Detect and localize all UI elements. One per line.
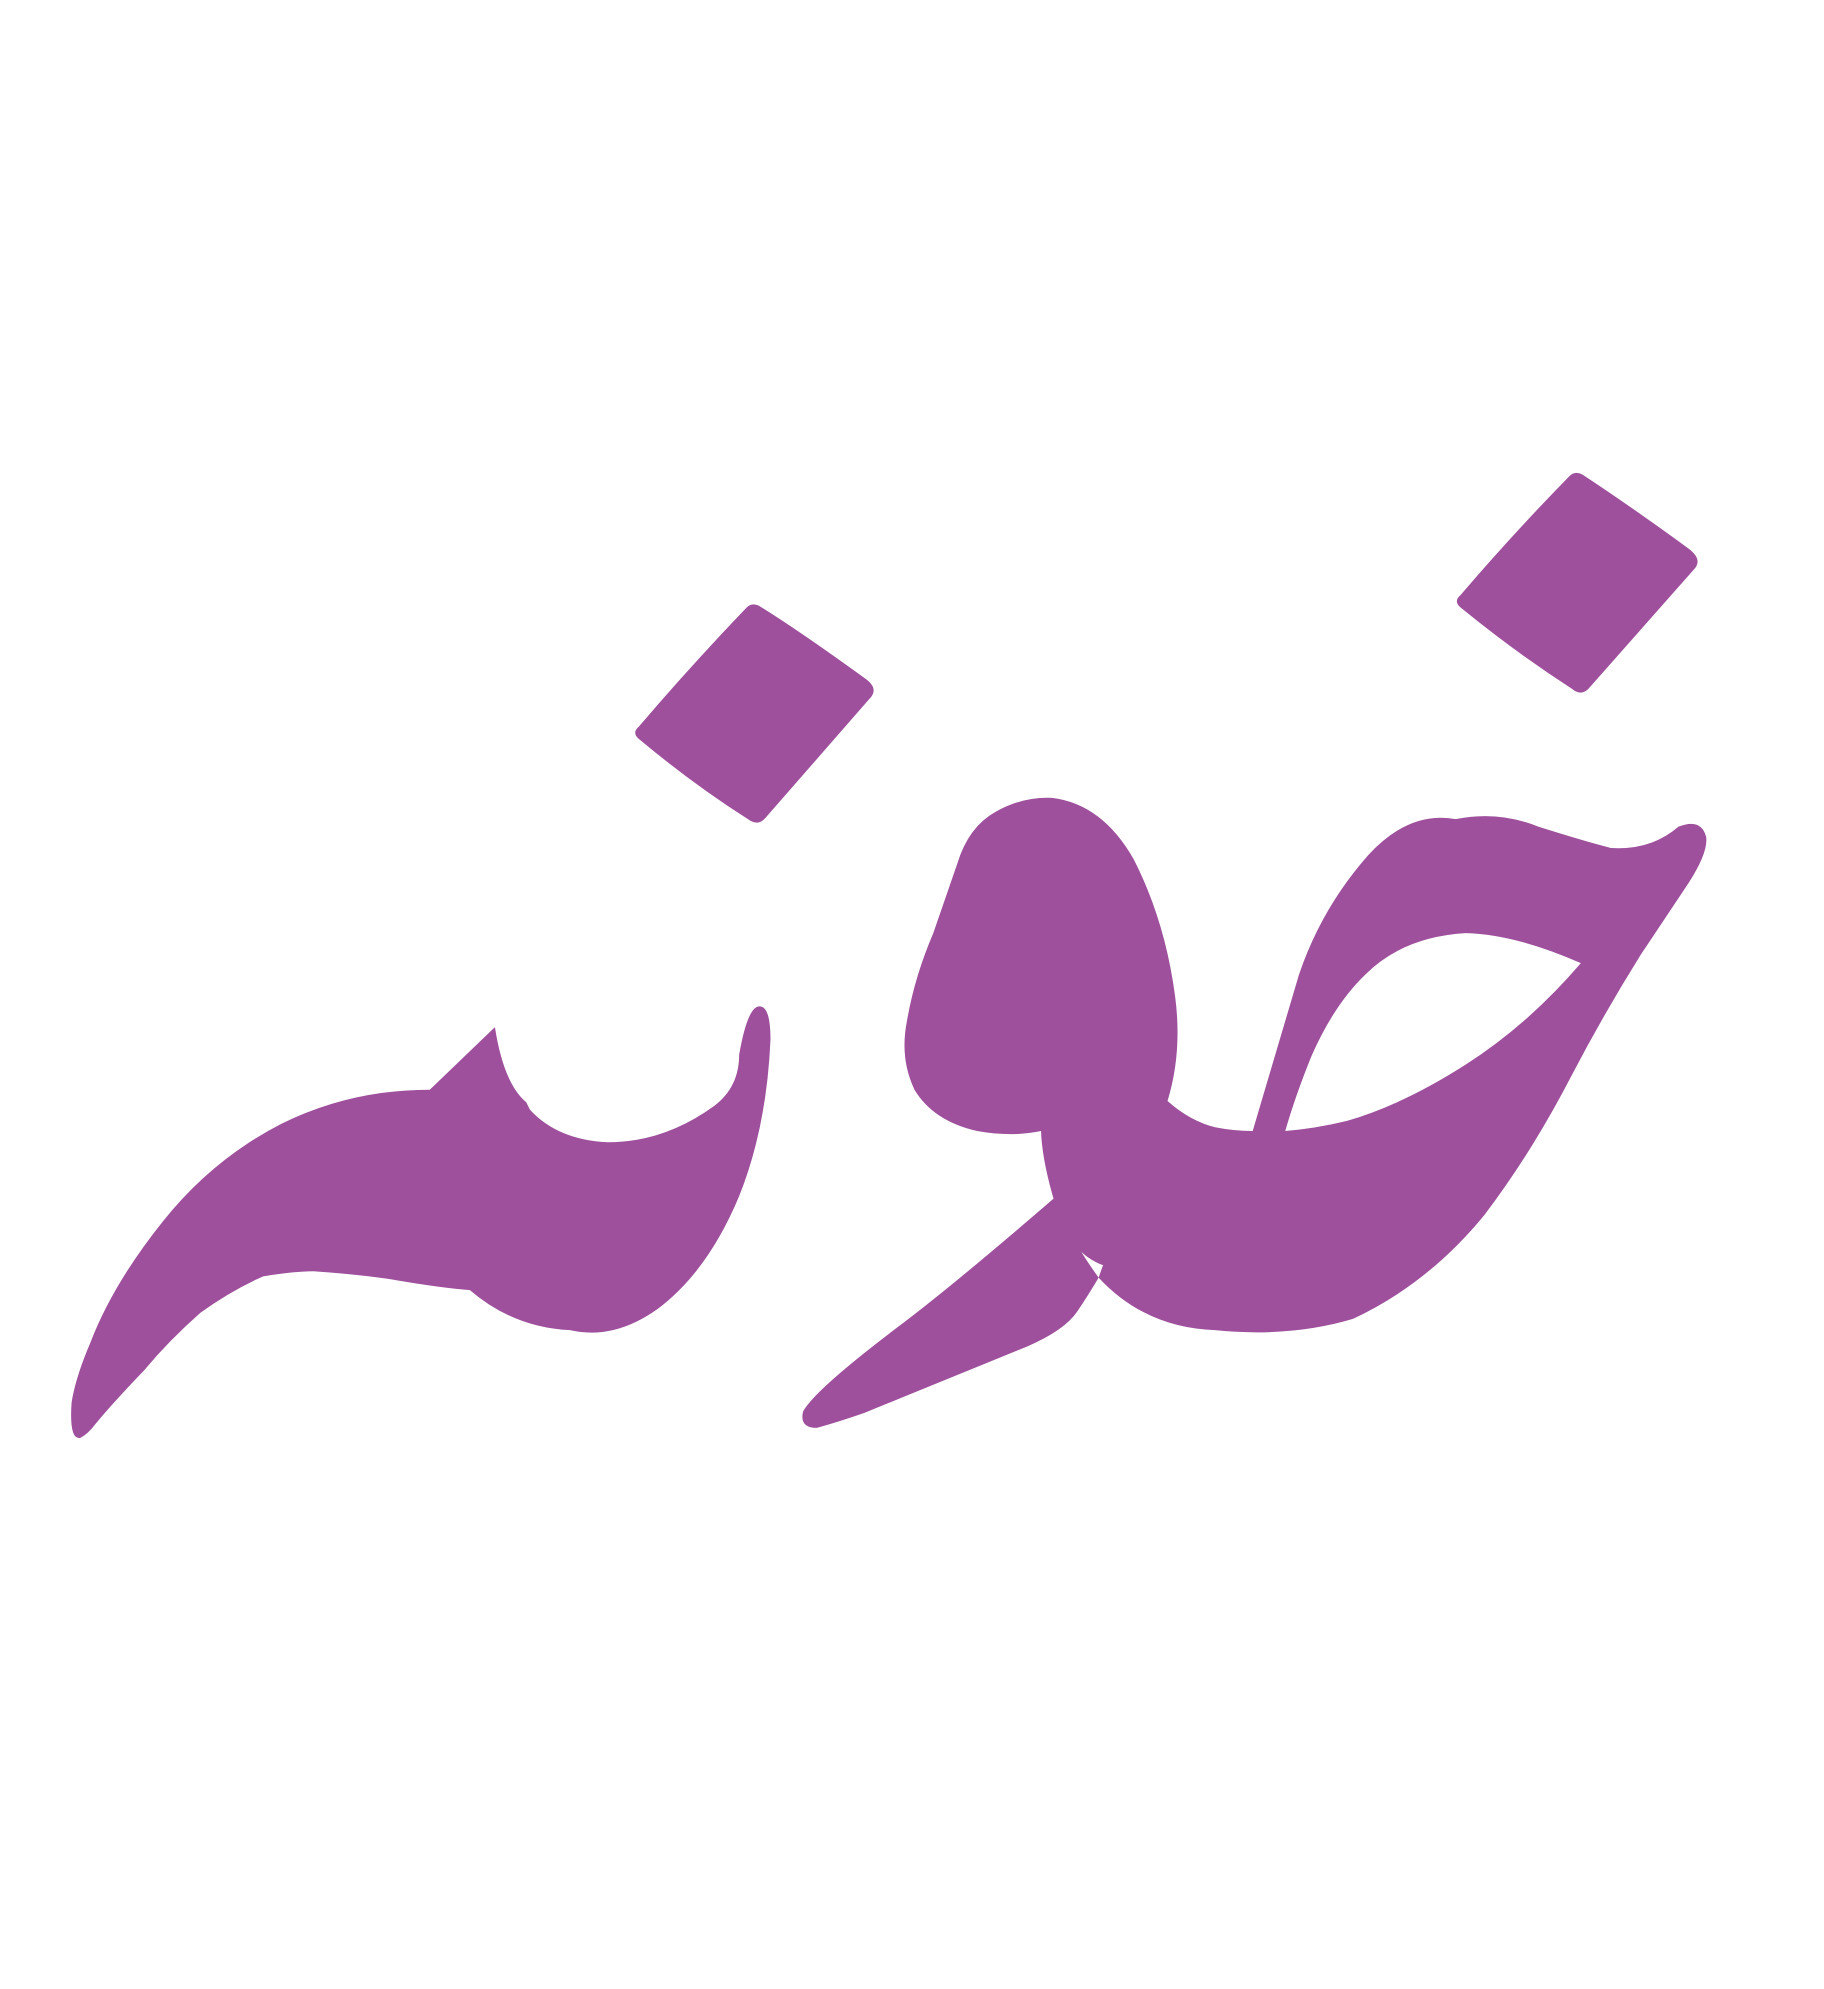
glyph-waw-tail: [802, 1199, 1098, 1428]
glyph-waw-head: [904, 798, 1252, 1265]
wordmark-glyphs: [71, 473, 1706, 1438]
glyph-heh: [71, 1027, 495, 1438]
glyph-kha: [1099, 816, 1707, 1332]
dot-right-icon: [1457, 473, 1698, 693]
dot-left-icon: [635, 604, 873, 822]
